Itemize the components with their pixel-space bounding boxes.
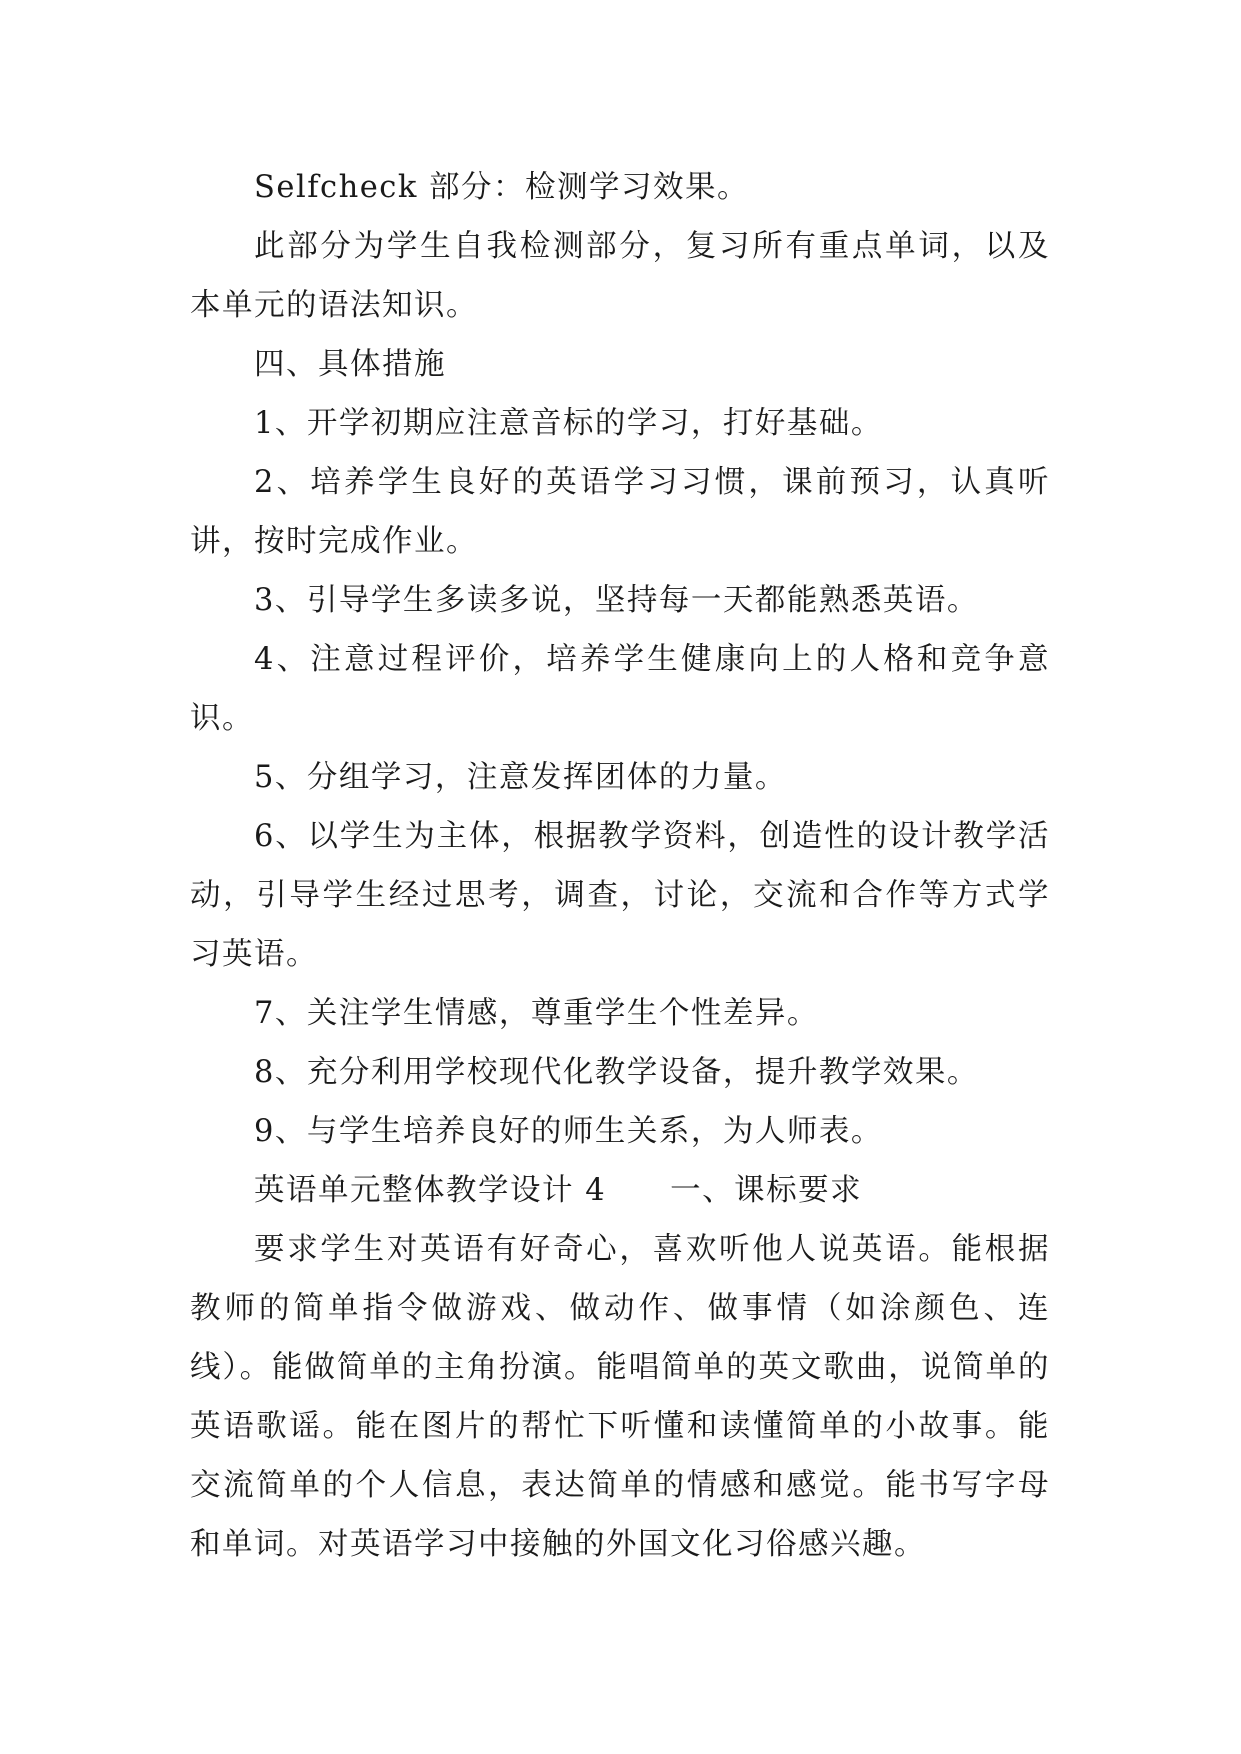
list-item: 5、分组学习，注意发挥团体的力量。 (254, 760, 787, 795)
list-item: 7、关注学生情感，尊重学生个性差异。 (254, 996, 819, 1031)
list-item: 8、充分利用学校现代化教学设备，提升教学效果。 (254, 1055, 979, 1090)
document-body (190, 158, 1050, 1574)
list-item: 1、开学初期应注意音标的学习，打好基础。 (254, 406, 883, 441)
section-title: 英语单元整体教学设计 4 (254, 1173, 607, 1208)
section-heading-measures: 四、具体措施 (254, 347, 446, 382)
list-item: 4、注意过程评价，培养学生健康向上的人格和竞争意识。 (190, 642, 1050, 736)
paragraph-self-test: 此部分为学生自我检测部分，复习所有重点单词，以及本单元的语法知识。 (190, 229, 1050, 323)
list-item: 6、以学生为主体，根据教学资料，创造性的设计教学活动，引导学生经过思考，调查，讨论，交流和合作等方式学习英语。 (190, 819, 1050, 972)
section-heading-design (190, 1161, 1050, 1220)
list-item: 3、引导学生多读多说，坚持每一天都能熟悉英语。 (254, 583, 979, 618)
section-subtitle: 一、课标要求 (670, 1173, 863, 1208)
paragraph-selfcheck: Selfcheck 部分：检测学习效果。 (254, 170, 750, 205)
paragraph-curriculum-requirements: 要求学生对英语有好奇心，喜欢听他人说英语。能根据教师的简单指令做游戏、做动作、做事情（如涂颜色、连线）。能做简单的主角扮演。能唱简单的英文歌曲，说简单的英语歌谣。能在图片的帮忙下听懂和读懂简单的小故事。能交流简单的个人信息，表达简单的情感和感觉。能书写字母和单词。对英语学习中接触的外国文化习俗感兴趣。 (190, 1232, 1050, 1562)
list-item: 2、培养学生良好的英语学习习惯，课前预习，认真听讲，按时完成作业。 (190, 465, 1050, 559)
list-item: 9、与学生培养良好的师生关系，为人师表。 (254, 1114, 883, 1149)
